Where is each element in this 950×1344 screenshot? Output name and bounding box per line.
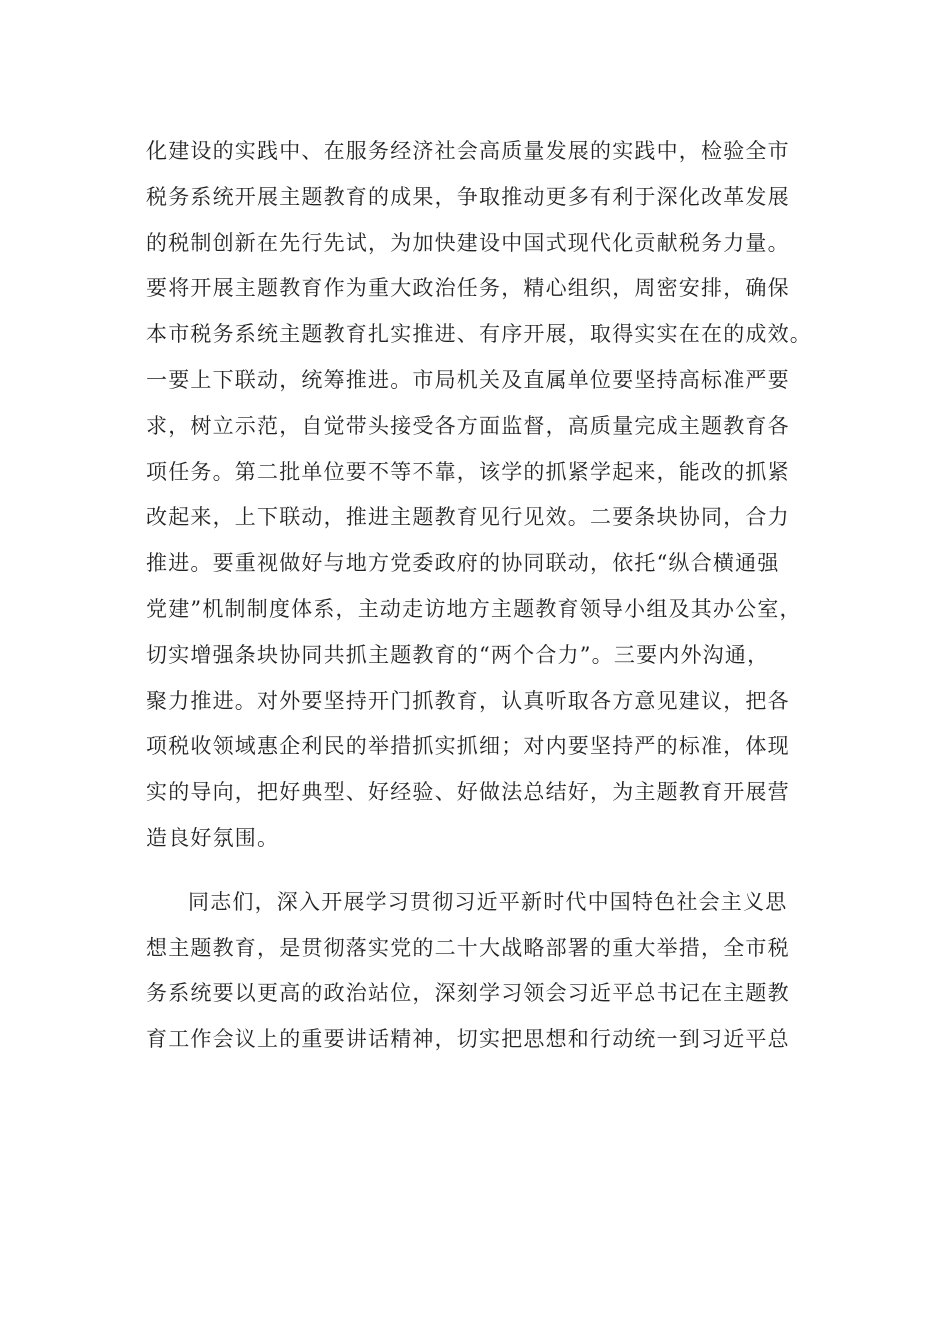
text-line: 切实增强条块协同共抓主题教育的“两个合力”。三要内外沟通， bbox=[146, 642, 770, 667]
text-line: 本市税务系统主题教育扎实推进、有序开展，取得实实在在的成效。 bbox=[146, 322, 812, 347]
text-line: 要将开展主题教育作为重大政治任务，精心组织，周密安排，确保 bbox=[146, 276, 790, 301]
body-text bbox=[146, 129, 812, 1063]
text-line: 聚力推进。对外要坚持开门抓教育，认真听取各方意见建议，把各 bbox=[146, 688, 790, 713]
text-line: 实的导向，把好典型、好经验、好做法总结好，为主题教育开展营 bbox=[146, 780, 790, 805]
paragraph-1 bbox=[146, 129, 812, 862]
text-line: 税务系统开展主题教育的成果，争取推动更多有利于深化改革发展 bbox=[146, 184, 790, 209]
text-line: 务系统要以更高的政治站位，深刻学习领会习近平总书记在主题教 bbox=[146, 981, 790, 1006]
text-line: 同志们，深入开展学习贯彻习近平新时代中国特色社会主义思 bbox=[188, 889, 788, 914]
text-line: 推进。要重视做好与地方党委政府的协同联动，依托“纵合横通强 bbox=[146, 551, 780, 576]
text-line: 求，树立示范，自觉带头接受各方面监督，高质量完成主题教育各 bbox=[146, 413, 790, 438]
text-line: 项任务。第二批单位要不等不靠，该学的抓紧学起来，能改的抓紧 bbox=[146, 459, 790, 484]
paragraph-spacer bbox=[146, 862, 806, 880]
text-line: 项税收领域惠企利民的举措抓实抓细；对内要坚持严的标准，体现 bbox=[146, 734, 790, 759]
text-line: 造良好氛围。 bbox=[146, 825, 280, 850]
text-line: 化建设的实践中、在服务经济社会高质量发展的实践中，检验全市 bbox=[146, 139, 790, 163]
paragraph-2 bbox=[146, 880, 806, 1063]
text-line: 一要上下联动，统筹推进。市局机关及直属单位要坚持高标准严要 bbox=[146, 367, 790, 392]
text-line: 的税制创新在先行先试，为加快建设中国式现代化贡献税务力量。 bbox=[146, 230, 790, 255]
text-line: 育工作会议上的重要讲话精神，切实把思想和行动统一到习近平总 bbox=[146, 1027, 790, 1052]
text-line: 改起来，上下联动，推进主题教育见行见效。二要条块协同，合力 bbox=[146, 505, 790, 530]
text-line: 党建”机制制度体系，主动走访地方主题教育领导小组及其办公室， bbox=[146, 596, 802, 621]
text-line: 想主题教育，是贯彻落实党的二十大战略部署的重大举措，全市税 bbox=[146, 935, 790, 960]
